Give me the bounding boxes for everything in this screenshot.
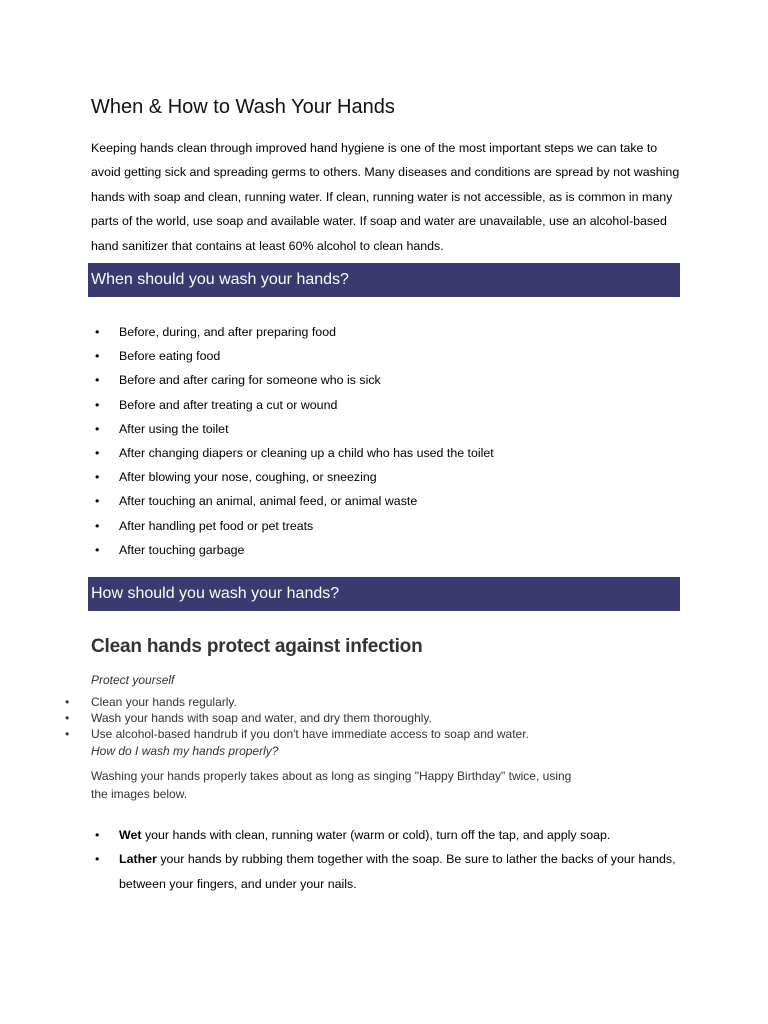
list-item — [91, 441, 494, 465]
step-keyword: Wet — [119, 828, 142, 842]
list-item-text: Before, during, and after preparing food — [119, 325, 336, 339]
list-item — [62, 726, 529, 742]
bullet-icon: • — [65, 727, 70, 741]
bullet-icon: • — [95, 373, 100, 388]
list-item-text: After touching garbage — [119, 542, 245, 557]
protect-list — [62, 694, 529, 742]
how-section-banner: How should you wash your hands? — [88, 577, 680, 611]
list-item-text: Wash your hands with soap and water, and dry them thoroughly. — [91, 711, 432, 725]
list-item-text: Clean your hands regularly. — [91, 695, 237, 709]
list-item — [91, 393, 494, 417]
when-section-banner: When should you wash your hands? — [88, 263, 680, 297]
step-item — [91, 847, 681, 896]
bullet-icon: • — [95, 518, 100, 533]
protect-label: Protect yourself — [91, 673, 175, 687]
bullet-icon: • — [95, 542, 100, 557]
list-item — [62, 694, 529, 710]
list-item-text: Before eating food — [119, 349, 221, 364]
bullet-icon: • — [95, 421, 100, 436]
list-item-text: Before and after caring for someone who is sick — [119, 373, 381, 388]
list-item-text: Before and after treating a cut or wound — [119, 397, 338, 412]
list-item-text: After touching an animal, animal feed, or animal waste — [119, 494, 418, 509]
bullet-icon: • — [95, 349, 100, 364]
list-item — [91, 538, 494, 562]
bullet-icon: • — [95, 494, 100, 509]
list-item — [91, 465, 494, 489]
bullet-icon: • — [65, 711, 70, 725]
bullet-icon: • — [95, 445, 100, 460]
step-keyword: Lather — [119, 852, 157, 867]
step-text: your hands with clean, running water (warm or cold), turn off the tap, and apply soap. — [141, 828, 611, 842]
steps-list — [91, 823, 681, 896]
list-item — [91, 320, 494, 344]
section-heading: Clean hands protect against infection — [91, 636, 423, 657]
bullet-icon: • — [95, 325, 100, 339]
list-item-text: After using the toilet — [119, 421, 229, 436]
step-item — [91, 823, 681, 847]
list-item — [91, 368, 494, 392]
intro-paragraph: Keeping hands clean through improved hand hygiene is one of the most important steps we can take to avoid getting sick and spreading germs to others. Many diseases and conditions are spread by not washing hands with soap and clean, running water. If clean, running water is not accessible, as is common in many parts of the world, use soap and available water. If soap and water are unavailable, use an alcohol-based hand sanitizer that contains at least 60% alcohol to clean hands. — [91, 141, 680, 253]
list-item — [91, 344, 494, 368]
list-item — [91, 417, 494, 441]
list-item-text: Use alcohol-based handrub if you don't have immediate access to soap and water. — [91, 727, 529, 741]
when-list — [91, 320, 494, 562]
list-item-text: After changing diapers or cleaning up a child who has used the toilet — [119, 445, 494, 460]
list-item — [62, 710, 529, 726]
step-text: your hands by rubbing them together with the soap. Be sure to lather the backs of your hands, between your fingers, and under your nails. — [119, 852, 676, 891]
bullet-icon: • — [95, 852, 100, 867]
howdo-label: How do I wash my hands properly? — [91, 744, 279, 758]
bullet-icon: • — [95, 470, 100, 485]
page-title: When & How to Wash Your Hands — [91, 96, 395, 118]
list-item — [91, 514, 494, 538]
bullet-icon: • — [95, 397, 100, 412]
bullet-icon: • — [65, 695, 70, 709]
list-item — [91, 489, 494, 513]
list-item-text: After handling pet food or pet treats — [119, 518, 314, 533]
washing-paragraph: Washing your hands properly takes about as long as singing "Happy Birthday" twice, using the images below. — [91, 769, 572, 801]
list-item-text: After blowing your nose, coughing, or sneezing — [119, 470, 377, 485]
bullet-icon: • — [95, 828, 100, 842]
